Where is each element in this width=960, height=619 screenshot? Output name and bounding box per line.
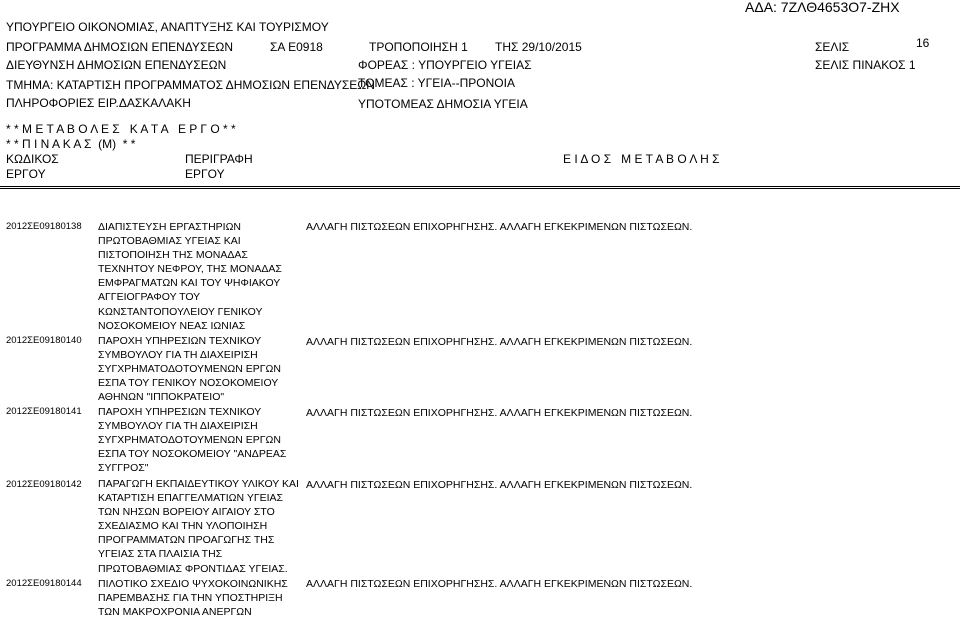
row-description-line: ΠΙΣΤΟΠΟΙΗΣΗ ΤΗΣ ΜΟΝΑΔΑΣ <box>98 249 248 262</box>
row-description <box>98 220 318 333</box>
modification-label: ΤΡΟΠΟΠΟΙΗΣΗ 1 <box>369 40 468 54</box>
row-description <box>98 477 318 576</box>
row-code: 2012ΣΕ09180140 <box>6 335 82 346</box>
header-top-rule <box>0 186 960 187</box>
row-description-line: ΚΑΤΑΡΤΙΣΗ ΕΠΑΓΓΕΛΜΑΤΙΩΝ ΥΓΕΙΑΣ <box>98 492 284 505</box>
row-change-type: ΑΛΛΑΓΗ ΠΙΣΤΩΣΕΩΝ ΕΠΙΧΟΡΗΓΗΣΗΣ. ΑΛΛΑΓΗ ΕΓΚΕΚΡΙΜΕΝΩΝ ΠΙΣΤΩΣΕΩΝ. <box>306 479 693 491</box>
row-description-line: ΠΡΩΤΟΒΑΘΜΙΑΣ ΦΡΟΝΤΙΔΑΣ ΥΓΕΙΑΣ. <box>98 562 288 575</box>
column-header-desc-line2: ΕΡΓΟΥ <box>185 167 225 181</box>
row-description-line: ΑΓΓΕΙΟΓΡΑΦΟΥ ΤΟΥ <box>98 291 201 304</box>
row-description-line: ΠΑΡΕΜΒΑΣΗΣ ΓΙΑ ΤΗΝ ΥΠΟΣΤΗΡΙΞΗ <box>98 592 283 605</box>
row-description-line: ΝΟΣΟΚΟΜΕΙΟΥ ΝΕΑΣ ΙΩΝΙΑΣ <box>98 319 246 332</box>
table-title: * * Π Ι Ν Α Κ Α Σ (Μ) * * <box>6 137 136 151</box>
sa-code: ΣΑ Ε0918 <box>270 40 323 54</box>
ministry-name: ΥΠΟΥΡΓΕΙΟ ΟΙΚΟΝΟΜΙΑΣ, ΑΝΑΠΤΥΞΗΣ ΚΑΙ ΤΟΥΡΙΣΜΟΥ <box>6 20 329 34</box>
row-description-line: ΠΑΡΟΧΗ ΥΠΗΡΕΣΙΩΝ ΤΕΧΝΙΚΟΥ <box>98 406 262 418</box>
department-name: ΤΜΗΜΑ: ΚΑΤΑΡΤΙΣΗ ΠΡΟΓΡΑΜΜΑΤΟΣ ΔΗΜΟΣΙΩΝ ΕΠΕΝΔΥΣΕΩΝ <box>6 78 375 92</box>
row-description-line: ΠΑΡΟΧΗ ΥΠΗΡΕΣΙΩΝ ΤΕΧΝΙΚΟΥ <box>98 335 262 347</box>
modification-date: ΤΗΣ 29/10/2015 <box>495 40 582 54</box>
row-code: 2012ΣΕ09180141 <box>6 406 82 417</box>
row-description <box>98 334 318 404</box>
column-header-change-type: Ε Ι Δ Ο Σ Μ Ε Τ Α Β Ο Λ Η Σ <box>563 152 720 166</box>
row-description-line: ΣΥΓΧΡΗΜΑΤΟΔΟΤΟΥΜΕΝΩΝ ΕΡΓΩΝ <box>98 434 281 447</box>
section-title: * * Μ Ε Τ Α Β Ο Λ Ε Σ Κ Α Τ Α Ε Ρ Γ Ο * * <box>6 122 236 136</box>
program-name: ΠΡΟΓΡΑΜΜΑ ΔΗΜΟΣΙΩΝ ΕΠΕΝΔΥΣΕΩΝ <box>6 40 233 54</box>
table-page-label: ΣΕΛΙΣ ΠΙΝΑΚΟΣ 1 <box>815 58 916 72</box>
row-change-type: ΑΛΛΑΓΗ ΠΙΣΤΩΣΕΩΝ ΕΠΙΧΟΡΗΓΗΣΗΣ. ΑΛΛΑΓΗ ΕΓΚΕΚΡΙΜΕΝΩΝ ΠΙΣΤΩΣΕΩΝ. <box>306 221 693 233</box>
row-description <box>98 405 318 475</box>
row-description-line: ΕΜΦΡΑΓΜΑΤΩΝ ΚΑΙ ΤΟΥ ΨΗΦΙΑΚΟΥ <box>98 277 281 290</box>
row-description-line: ΠΑΡΑΓΩΓΗ ΕΚΠΑΙΔΕΥΤΙΚΟΥ ΥΛΙΚΟΥ ΚΑΙ <box>98 478 299 490</box>
row-change-type: ΑΛΛΑΓΗ ΠΙΣΤΩΣΕΩΝ ΕΠΙΧΟΡΗΓΗΣΗΣ. ΑΛΛΑΓΗ ΕΓΚΕΚΡΙΜΕΝΩΝ ΠΙΣΤΩΣΕΩΝ. <box>306 578 693 590</box>
row-description-line: ΚΩΝΣΤΑΝΤΟΠΟΥΛΕΙΟΥ ΓΕΝΙΚΟΥ <box>98 305 263 318</box>
row-code: 2012ΣΕ09180138 <box>6 221 82 232</box>
info-contact: ΠΛΗΡΟΦΟΡΙΕΣ ΕΙΡ.ΔΑΣΚΑΛΑΚΗ <box>6 96 191 110</box>
page-label: ΣΕΛΙΣ <box>815 40 850 54</box>
row-description-line: ΣΧΕΔΙΑΣΜΟ ΚΑΙ ΤΗΝ ΥΛΟΠΟΙΗΣΗ <box>98 520 268 533</box>
column-header-desc-line1: ΠΕΡΙΓΡΑΦΗ <box>185 152 253 166</box>
row-description-line: ΤΩΝ ΝΗΣΩΝ ΒΟΡΕΙΟΥ ΑΙΓΑΙΟΥ ΣΤΟ <box>98 506 275 519</box>
row-description-line: ΔΙΑΠΙΣΤΕΥΣΗ ΕΡΓΑΣΤΗΡΙΩΝ <box>98 221 242 233</box>
ada-number: ΑΔΑ: 7ΖΛΘ4653Ο7-ΖΗΧ <box>745 0 900 15</box>
row-description-line: ΤΩΝ ΜΑΚΡΟΧΡΟΝΙΑ ΑΝΕΡΓΩΝ <box>98 606 252 619</box>
row-change-type: ΑΛΛΑΓΗ ΠΙΣΤΩΣΕΩΝ ΕΠΙΧΟΡΗΓΗΣΗΣ. ΑΛΛΑΓΗ ΕΓΚΕΚΡΙΜΕΝΩΝ ΠΙΣΤΩΣΕΩΝ. <box>306 336 693 348</box>
row-description-line: ΥΓΕΙΑΣ ΣΤΑ ΠΛΑΙΣΙΑ ΤΗΣ <box>98 548 223 561</box>
directorate-name: ΔΙΕΥΘΥΝΣΗ ΔΗΜΟΣΙΩΝ ΕΠΕΝΔΥΣΕΩΝ <box>6 58 227 72</box>
row-description-line: ΑΘΗΝΩΝ "ΙΠΠΟΚΡΑΤΕΙΟ" <box>98 391 225 404</box>
row-description-line: ΣΥΓΧΡΗΜΑΤΟΔΟΤΟΥΜΕΝΩΝ ΕΡΓΩΝ <box>98 363 281 376</box>
row-description-line: ΣΥΜΒΟΥΛΟΥ ΓΙΑ ΤΗ ΔΙΑΧΕΙΡΙΣΗ <box>98 420 258 433</box>
row-description-line: ΠΙΛΟΤΙΚΟ ΣΧΕΔΙΟ ΨΥΧΟΚΟΙΝΩΝΙΚΗΣ <box>98 578 288 590</box>
page-number: 16 <box>916 36 930 50</box>
row-description-line: ΕΣΠΑ ΤΟΥ ΓΕΝΙΚΟΥ ΝΟΣΟΚΟΜΕΙΟΥ <box>98 377 279 390</box>
agency-name: ΦΟΡΕΑΣ : ΥΠΟΥΡΓΕΙΟ ΥΓΕΙΑΣ <box>358 58 532 72</box>
subsector-name: ΥΠΟΤΟΜΕΑΣ ΔΗΜΟΣΙΑ ΥΓΕΙΑ <box>358 97 528 111</box>
row-description-line: ΕΣΠΑ ΤΟΥ ΝΟΣΟΚΟΜΕΙΟΥ "ΑΝΔΡΕΑΣ <box>98 448 287 461</box>
row-description-line: ΠΡΟΓΡΑΜΜΑΤΩΝ ΠΡΟΑΓΩΓΗΣ ΤΗΣ <box>98 534 275 547</box>
column-header-code-line2: ΕΡΓΟΥ <box>6 167 46 181</box>
row-description <box>98 577 318 619</box>
row-change-type: ΑΛΛΑΓΗ ΠΙΣΤΩΣΕΩΝ ΕΠΙΧΟΡΗΓΗΣΗΣ. ΑΛΛΑΓΗ ΕΓΚΕΚΡΙΜΕΝΩΝ ΠΙΣΤΩΣΕΩΝ. <box>306 407 693 419</box>
row-code: 2012ΣΕ09180144 <box>6 578 82 589</box>
column-header-code-line1: ΚΩΔΙΚΟΣ <box>6 152 59 166</box>
row-description-line: ΠΡΩΤΟΒΑΘΜΙΑΣ ΥΓΕΙΑΣ ΚΑΙ <box>98 235 241 248</box>
sector-name: ΤΟΜΕΑΣ : ΥΓΕΙΑ--ΠΡΟΝΟΙΑ <box>358 76 515 90</box>
row-description-line: ΣΥΜΒΟΥΛΟΥ ΓΙΑ ΤΗ ΔΙΑΧΕΙΡΙΣΗ <box>98 349 258 362</box>
row-code: 2012ΣΕ09180142 <box>6 479 82 490</box>
row-description-line: ΣΥΓΓΡΟΣ" <box>98 462 149 475</box>
header-bottom-rule <box>0 188 960 189</box>
row-description-line: ΤΕΧΝΗΤΟΥ ΝΕΦΡΟΥ, ΤΗΣ ΜΟΝΑΔΑΣ <box>98 263 282 276</box>
